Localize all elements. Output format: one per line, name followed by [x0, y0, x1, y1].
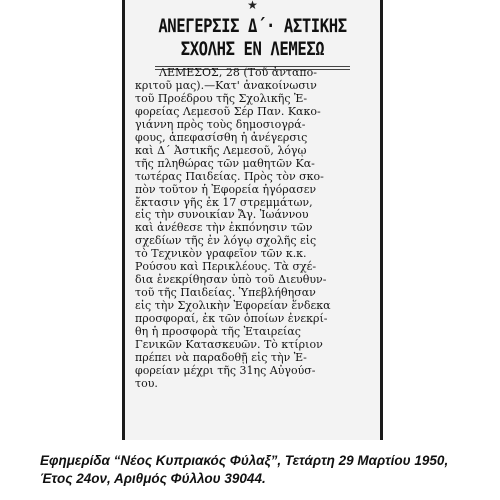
body-line: Γενικῶν Κατασκευῶν. Τὸ κτίριον: [135, 338, 323, 352]
body-line: τῆς πληθώρας τῶν μαθητῶν Κα-: [135, 156, 315, 170]
body-line: πὸν τοῦτον ἡ Ἐφορεία ἠγόρασεν: [135, 182, 317, 196]
body-line: τοῦ τῆς Παιδείας. Ὑπεβλήθησαν: [135, 286, 316, 300]
body-line: ἔκτασιν γῆς ἐκ 17 στρεμμάτων,: [135, 195, 313, 209]
body-line: του.: [135, 376, 158, 390]
caption-line-1: Εφημερίδα “Νέος Κυπριακός Φύλαξ”, Τετάρτη 29 Μαρτίου 1950,: [40, 453, 449, 468]
body-line: ΛΕΜΕΣΟΣ, 28 (Τοῦ ἀνταπο-: [159, 66, 317, 79]
body-line: θη ἡ προσφορὰ τῆς Ἐταιρείας: [135, 325, 301, 339]
article-headline: [148, 15, 357, 61]
image-caption: [40, 452, 495, 488]
body-line: φορείαν μέχρι τῆς 31ης Αὐγούσ-: [135, 363, 316, 377]
body-line: γιάννη πρὸς τοὺς δημοσιογρά-: [135, 117, 306, 131]
body-line: εἰς τὴν συνοικίαν Ἄγ. Ἰωάννου: [135, 208, 309, 222]
body-line: καὶ Δ´ Ἀστικῆς Λεμεσοῦ, λόγῳ: [135, 143, 307, 157]
body-line: Ρούσου καὶ Περικλέους. Τὰ σχέ-: [135, 260, 317, 274]
body-line: δια ἐνεκρίθησαν ὑπὸ τοῦ Διευθυν-: [135, 273, 327, 287]
headline-line-1: ΑΝΕΓΕΡΣΙΣ Δ´· ΑΣΤΙΚΗΣ: [158, 15, 347, 37]
body-line: εἰς τὴν Σχολικὴν Ἐφορείαν ἕνδεκα: [135, 299, 331, 313]
body-line: σχεδίων τῆς ἐν λόγῳ σχολῆς εἰς: [135, 234, 317, 248]
star-ornament-icon: ★: [247, 0, 258, 12]
body-line: κριτοῦ μας).—Κατ' ἀνακοίνωσιν: [135, 78, 317, 92]
body-line: φους, ἀπεφασίσθη ἡ ἀνέγερσις: [135, 130, 308, 144]
body-line: καὶ ἀνέθεσε τὴν ἐκπόνησιν τῶν: [135, 221, 313, 235]
newspaper-clipping: [125, 0, 380, 440]
headline-line-2: ΣΧΟΛΗΣ ΕΝ ΛΕΜΕΣΩ: [180, 38, 325, 60]
body-line: τωτέρας Παιδείας. Πρὸς τὸν σκο-: [135, 169, 324, 183]
body-line: πρέπει νὰ παραδοθῇ εἰς τὴν Ἐ-: [135, 350, 307, 364]
clipping-right-edge: [380, 0, 383, 440]
caption-line-2: Έτος 24ον, Αριθμός Φύλλου 39044.: [40, 471, 266, 486]
body-line: φορείας Λεμεσοῦ Σέρ Παν. Κακο-: [135, 104, 321, 118]
body-line: τοῦ Προέδρου τῆς Σχολικῆς Ἐ-: [135, 91, 308, 105]
body-line: προσφοραί, ἐκ τῶν ὁποίων ἐνεκρί-: [135, 312, 328, 326]
article-body: [135, 67, 373, 391]
body-line: τὸ Τεχνικὸν γραφεῖον τῶν κ.κ.: [135, 247, 307, 261]
